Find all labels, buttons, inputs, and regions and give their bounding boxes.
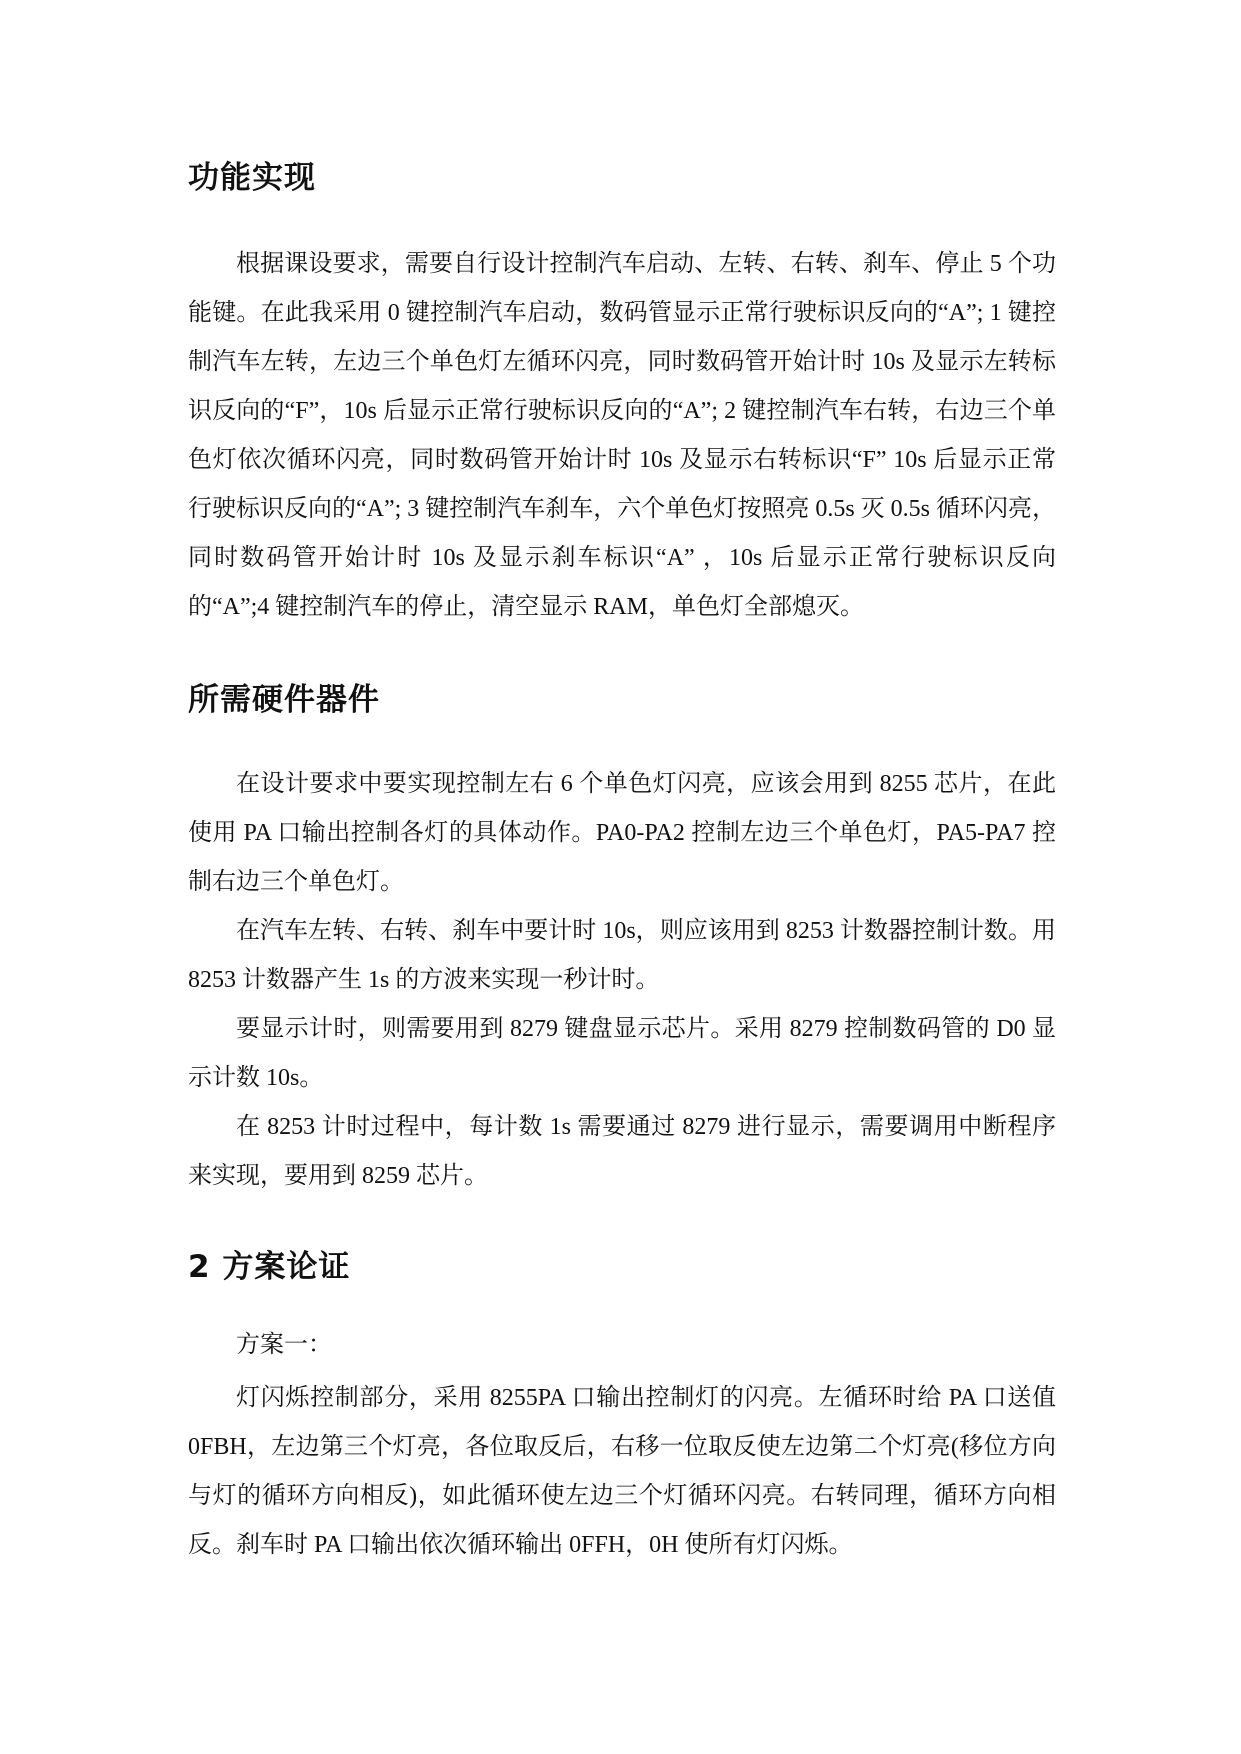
section-heading-hardware: 所需硬件器件 — [188, 682, 380, 718]
paragraph-hardware-8279: 要显示计时，则需要用到 8279 键盘显示芯片。采用 8279 控制数码管的 D0 显示计数 10s。 — [188, 1016, 1056, 1091]
section-heading-function: 功能实现 — [188, 160, 316, 196]
paragraph-hardware-8253: 在汽车左转、右转、刹车中要计时 10s，则应该用到 8253 计数器控制计数。用 8253 计数器产生 1s 的方波来实现一秒计时。 — [188, 918, 1056, 993]
section-heading-scheme: 2 方案论证 — [188, 1249, 351, 1285]
paragraph-hardware-8255: 在设计要求中要实现控制左右 6 个单色灯闪亮，应该会用到 8255 芯片，在此使用 PA 口输出控制各灯的具体动作。PA0-PA2 控制左边三个单色灯，PA5-PA7 控制右边三个单色灯。 — [188, 771, 1056, 895]
paragraph-function-description: 根据课设要求，需要自行设计控制汽车启动、左转、右转、刹车、停止 5 个功能键。在此我采用 0 键控制汽车启动，数码管显示正常行驶标识反向的“A”; 1 键控制汽车左转，左边三个单色灯左循环闪亮，同时数码管开始计时 10s 及显示左转标识反向的“F”，10s 后显示正常行驶标识反向的“A”; 2 键控制汽车右转，右边三个单色灯依次循环闪亮，同时数码管开始计时 10s 及显示右转标识“F” 10s 后显示正常行驶标识反向的“A”; 3 键控制汽车刹车，六个单色灯按照亮 0.5s 灭 0.5s 循环闪亮，同时数码管开始计时 10s 及显示刹车标识“A” ，10s 后显示正常行驶标识反向的“A”;4 键控制汽车的停止，清空显示 RAM，单色灯全部熄灭。 — [188, 251, 1056, 620]
paragraph-hardware-8259: 在 8253 计时过程中，每计数 1s 需要通过 8279 进行显示，需要调用中断程序来实现，要用到 8259 芯片。 — [188, 1114, 1056, 1189]
paragraph-scheme-one-label: 方案一： — [236, 1332, 332, 1358]
document-body — [188, 158, 1056, 1570]
paragraph-scheme-one-description: 灯闪烁控制部分，采用 8255PA 口输出控制灯的闪亮。左循环时给 PA 口送值 0FBH，左边第三个灯亮，各位取反后，右移一位取反使左边第二个灯亮(移位方向与灯的循环方向相反)，如此循环使左边三个灯循环闪亮。右转同理，循环方向相反。刹车时 PA 口输出依次循环输出 0FFH，0H 使所有灯闪烁。 — [188, 1385, 1056, 1558]
